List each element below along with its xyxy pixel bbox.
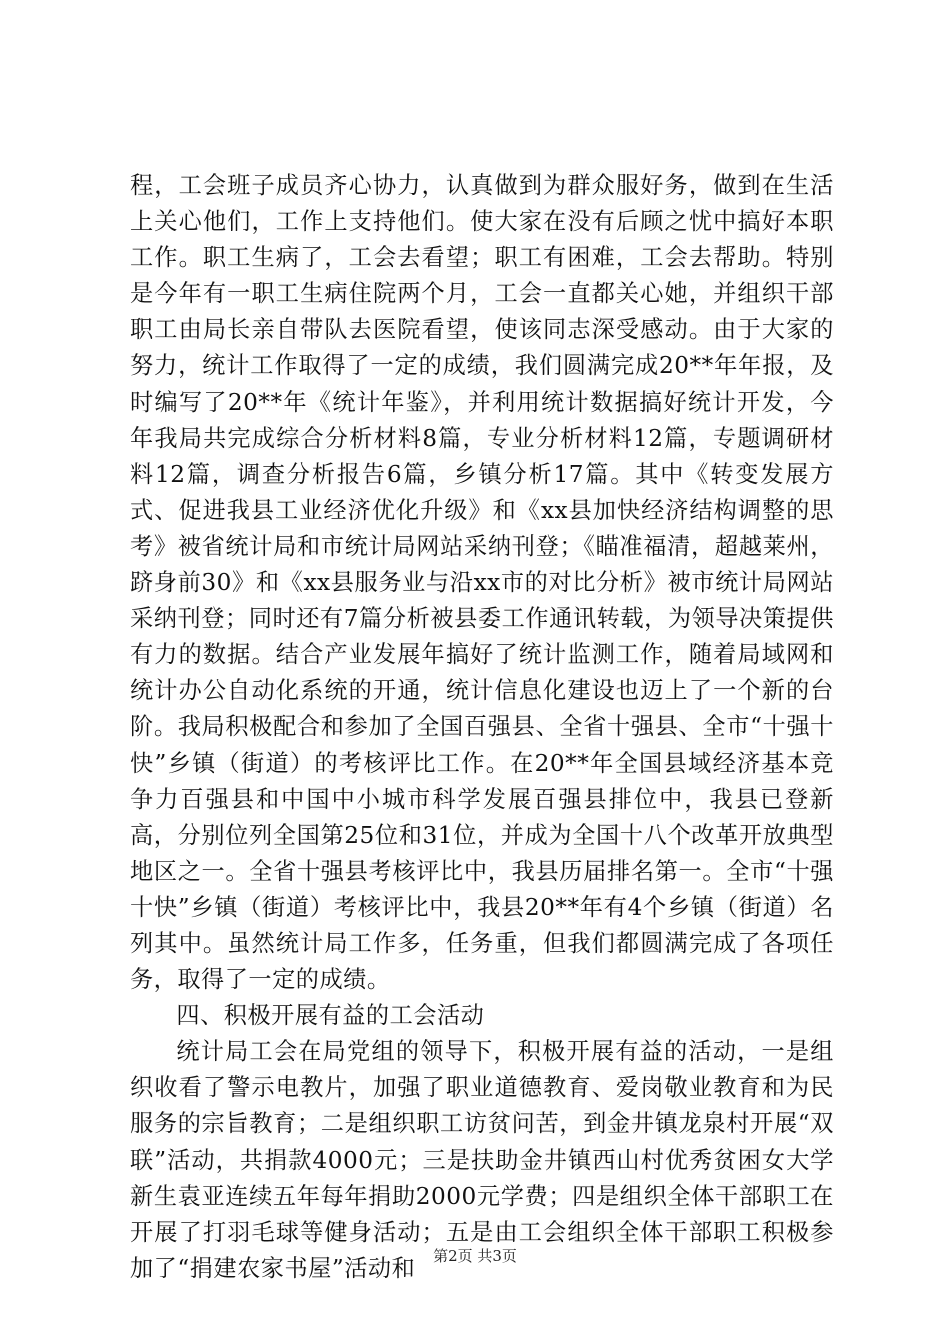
document-body: [130, 168, 834, 1287]
page-number-footer: 第2页 共3页: [433, 1247, 517, 1265]
body-paragraph-closing: 统计局工会在局党组的领导下，积极开展有益的活动，一是组织收看了警示电教片，加强了职业道德教育、爱岗敬业教育和为民服务的宗旨教育；二是组织职工访贫问苦，到金井镇龙泉村开展“双联”活动，共捐款4000元；三是扶助金井镇西山村优秀贫困女大学新生袁亚连续五年每年捐助2000元学费；四是组织全体干部职工在开展了打羽毛球等健身活动；五是由工会组织全体干部职工积极参加了“捐建农家书屋”活动和: [130, 1038, 834, 1282]
body-paragraph: 程，工会班子成员齐心协力，认真做到为群众服好务，做到在生活上关心他们，工作上支持他们。使大家在没有后顾之忧中搞好本职工作。职工生病了，工会去看望；职工有困难，工会去帮助。特别是今年有一职工生病住院两个月，工会一直都关心她，并组织干部职工由局长亲自带队去医院看望，使该同志深受感动。由于大家的努力，统计工作取得了一定的成绩，我们圆满完成20**年年报，及时编写了20**年《统计年鉴》，并利用统计数据搞好统计开发，今年我局共完成综合分析材料8篇，专业分析材料12篇，专题调研材料12篇，调查分析报告6篇，乡镇分析17篇。其中《转变发展方式、促进我县工业经济优化升级》和《xx县加快经济结构调整的思考》被省统计局和市统计局网站采纳刊登；《瞄准福清，超越莱州，跻身前30》和《xx县服务业与沿xx市的对比分析》被市统计局网站采纳刊登；同时还有7篇分析被县委工作通讯转载，为领导决策提供有力的数据。结合产业发展年搞好了统计监测工作，随着局域网和统计办公自动化系统的开通，统计信息化建设也迈上了一个新的台阶。我局积极配合和参加了全国百强县、全省十强县、全市“十强十快”乡镇（街道）的考核评比工作。在20**年全国县域经济基本竞争力百强县和中国中小城市科学发展百强县排位中，我县已登新高，分别位列全国第25位和31位，并成为全国十八个改革开放典型地区之一。全省十强县考核评比中，我县历届排名第一。全市“十强十快”乡镇（街道）考核评比中，我县20**年有4个乡镇（街道）名列其中。虽然统计局工作多，任务重，但我们都圆满完成了各项任务，取得了一定的成绩。: [130, 172, 834, 994]
section-heading: 四、积极开展有益的工会活动: [176, 1002, 485, 1030]
